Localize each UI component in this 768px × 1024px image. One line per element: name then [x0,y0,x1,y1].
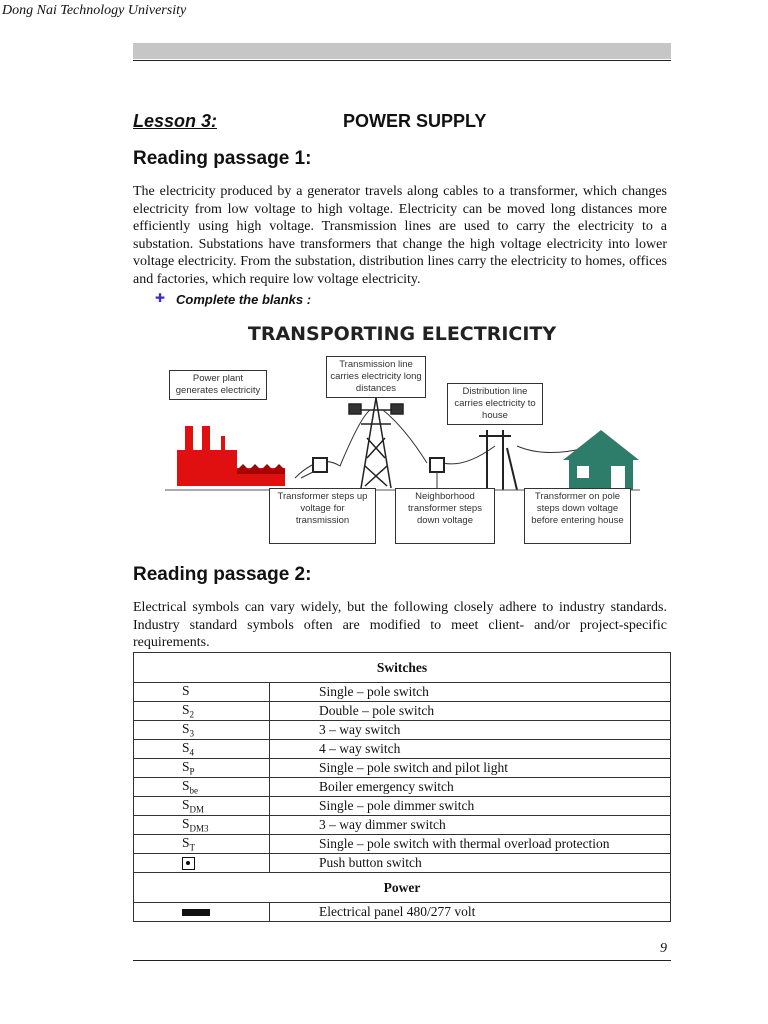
power-plant-label: Power plant generates electricity [169,370,267,400]
symbol-cell [134,835,270,854]
table-row [134,759,671,778]
symbol-cell [134,816,270,835]
header-divider [133,60,671,61]
description-cell: Single – pole dimmer switch [270,797,671,816]
table-row [134,797,671,816]
symbol-cell [134,903,270,922]
symbol-cell [134,797,270,816]
table-row [134,816,671,835]
symbol-cell [134,778,270,797]
table-row [134,835,671,854]
transformer-icon [313,458,327,472]
symbol-subscript: 4 [189,747,195,758]
description-cell: Single – pole switch [270,683,671,702]
electrical-panel-icon [182,909,210,916]
table-row [134,854,671,873]
reading-passage-1-heading: Reading passage 1: [133,148,312,169]
symbol-subscript: DM [189,804,205,815]
symbol-cell [134,702,270,721]
diagram-title: TRANSPORTING ELECTRICITY [247,323,557,345]
power-section-row [134,873,671,903]
symbol-cell [134,683,270,702]
utility-pole-icon [479,430,517,490]
symbol-cell [134,740,270,759]
symbol-cell [134,854,270,873]
lesson-label: Lesson 3: [133,111,218,131]
power-plant-icon [177,426,285,486]
symbol-letter: S [182,835,190,851]
symbol-subscript: 3 [189,728,195,739]
symbol-letter: S [182,740,190,756]
table-row [134,702,671,721]
neighborhood-transformer-icon [430,458,444,472]
lesson-title: POWER SUPPLY [343,111,487,131]
symbol-letter: S [182,778,190,794]
table-row [134,683,671,702]
symbol-letter: S [182,721,190,737]
neighborhood-transformer-label: Neighborhood transformer steps down voltage [395,488,495,544]
description-cell: 4 – way switch [270,740,671,759]
table-row [134,778,671,797]
description-cell: Double – pole switch [270,702,671,721]
reading-passage-1-text: The electricity produced by a generator travels along cables to a transformer, which changes electricity from low voltage to high voltage. Electricity can be moved long distances more efficiently using high voltage. Transmission lines are used to carry the electricity to a substation. Substations have transformers that change the high voltage electricity into lower voltage electricity. From the substation, distribution lines carry the electricity to homes, offices and factories, which require low voltage electricity. [133,184,667,287]
university-name: Dong Nai Technology University [2,3,187,18]
symbol-letter: S [182,702,190,718]
push-button-icon [182,857,195,870]
task-bullet-icon: ✚ [155,291,166,305]
symbol-subscript: P [189,766,195,777]
transmission-line-label: Transmission line carries electricity long distances [326,356,426,398]
description-cell: 3 – way dimmer switch [270,816,671,835]
symbol-letter: S [182,683,190,699]
transmission-tower-icon [349,398,403,488]
symbol-subscript: T [189,842,196,853]
transporting-electricity-diagram [165,318,640,548]
description-cell: 3 – way switch [270,721,671,740]
symbol-cell [134,721,270,740]
switches-section-row [134,653,671,683]
symbol-letter: S [182,759,190,775]
header-bar [133,43,671,59]
symbol-subscript: be [189,785,199,796]
table-row [134,721,671,740]
description-cell: Single – pole switch with thermal overload protection [270,835,671,854]
symbol-subscript: 2 [189,709,195,720]
electrical-symbols-table [133,652,671,922]
symbol-letter: S [182,816,190,832]
distribution-line-label: Distribution line carries electricity to house [447,383,543,425]
pole-transformer-label: Transformer on pole steps down voltage before entering house [524,488,631,544]
footer-divider [133,960,671,961]
description-cell: Boiler emergency switch [270,778,671,797]
page-number: 9 [660,941,667,956]
transformer-label: Transformer steps up voltage for transmission [269,488,376,544]
reading-passage-2-text: Electrical symbols can vary widely, but the following closely adhere to industry standards. Industry standard symbols often are modified to meet client- and/or project-specific requirements. [133,600,667,651]
description-cell: Electrical panel 480/277 volt [270,903,671,922]
symbol-letter: S [182,797,190,813]
description-cell: Push button switch [270,854,671,873]
house-icon [563,430,639,490]
table-row [134,903,671,922]
switches-header: Switches [134,653,671,683]
task-instruction: Complete the blanks : [176,292,312,307]
symbol-cell [134,759,270,778]
reading-passage-2-heading: Reading passage 2: [133,564,312,585]
symbol-subscript: DM3 [189,823,209,834]
power-header: Power [134,873,671,903]
description-cell: Single – pole switch and pilot light [270,759,671,778]
table-row [134,740,671,759]
